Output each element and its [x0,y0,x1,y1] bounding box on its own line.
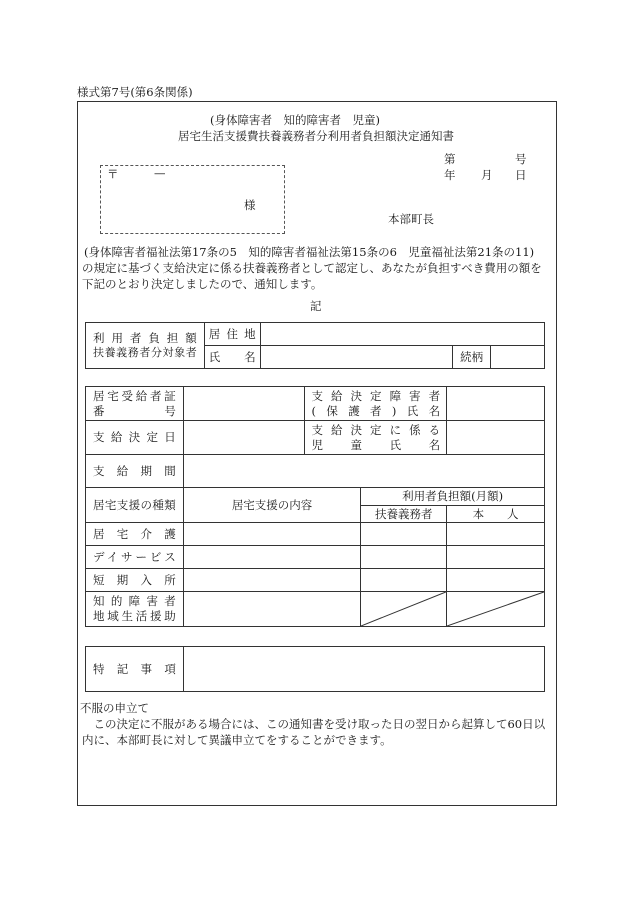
form-title: 居宅生活支援費扶養義務者分利用者負担額決定通知書 [178,129,454,143]
relation-label: 続柄 [453,346,491,369]
burden-header: 利用者負担額(月額) [361,488,545,506]
support-row-supporter [361,546,447,569]
date-month: 月 [481,168,493,182]
supporter-not-applicable-cell [361,592,447,627]
disabled-name-value [447,387,545,421]
support-row-self [447,546,545,569]
address-window-box [100,165,285,234]
name-label: 氏 名 [204,346,260,369]
child-label-1: 支給決定に係る [311,422,441,437]
number-go: 号 [515,152,527,166]
self-not-applicable-cell [447,592,545,627]
subject-label-2: 扶養義務者分対象者 [93,345,197,359]
appeal-title: 不服の申立て [80,701,149,715]
support-row-supporter [361,569,447,592]
support-row-supporter [361,523,447,546]
cert-label-1: 居宅受給者証 [93,388,176,403]
cert-number-value [183,387,305,421]
support-row-content [183,523,361,546]
issuer: 本部町長 [388,212,434,226]
remarks-value [183,647,544,692]
supporter-header: 扶養義務者 [361,506,447,523]
support-row-label: デイサービス [86,546,184,569]
decision-date-label: 支給決定日 [86,421,184,455]
decision-date-value [183,421,305,455]
diagonal-slash-icon [447,592,544,626]
disabled-label-cell [305,387,447,421]
support-row-label: 短期入所 [86,569,184,592]
disabled-label-2: (保護者)氏名 [311,403,441,418]
disabled-label-1: 支給決定障害者 [311,388,441,403]
support-table [85,386,545,627]
support-row-self [447,523,545,546]
number-dai: 第 [444,152,456,166]
subject-label-1: 利用者負担額 [93,330,197,345]
support-type-header: 居宅支援の種類 [86,488,184,523]
self-header: 本 人 [447,506,545,523]
support-last-label-cell [86,592,184,627]
child-label-cell [305,421,447,455]
ki-label: 記 [310,299,322,313]
postal-mark: 〒 [107,167,119,181]
appeal-line-2: 内に、本部町長に対して異議申立てをすることができます。 [82,733,392,747]
date-day: 日 [515,168,527,182]
address-label: 居住地 [204,323,260,346]
name-value [260,346,452,369]
recipient-sama: 様 [244,198,256,212]
body-line-3: 下記のとおり決定しましたので、通知します。 [82,277,323,291]
support-last-label-2: 地域生活援助 [93,609,176,623]
support-row-content [183,546,361,569]
cert-label-cell [86,387,184,421]
period-value [183,455,544,488]
form-number: 様式第7号(第6条関係) [77,85,193,99]
postal-dash: — [154,166,166,180]
diagonal-slash-icon [361,592,446,626]
child-label-2: 児童氏名 [311,437,441,452]
address-value [260,323,544,346]
subject-table [85,322,545,369]
support-row-self [447,569,545,592]
appeal-line-1: この決定に不服がある場合には、この通知書を受け取った日の翌日から起算して60日以 [82,717,546,731]
support-row-label: 居宅介護 [86,523,184,546]
child-name-value [447,421,545,455]
remarks-table [85,646,545,692]
form-subtitle: (身体障害者 知的障害者 児童) [210,113,380,127]
body-line-2: の規定に基づく支給決定に係る扶養義務者として認定し、あなたが負担すべき費用の額を [82,261,542,275]
cert-label-go: 号 [164,403,176,418]
date-year: 年 [444,168,456,182]
support-content-header: 居宅支援の内容 [183,488,361,523]
subject-label-cell [86,323,205,369]
support-last-label-1: 知的障害者 [93,594,176,609]
body-line-1: (身体障害者福祉法第17条の5 知的障害者福祉法第15条の6 児童福祉法第21条の11) [84,245,535,259]
support-row-content [183,569,361,592]
cert-label-ban: 番 [93,403,105,418]
remarks-label: 特記事項 [86,647,184,692]
support-row-content [183,592,361,627]
relation-value [491,346,545,369]
period-label: 支給期間 [86,455,184,488]
